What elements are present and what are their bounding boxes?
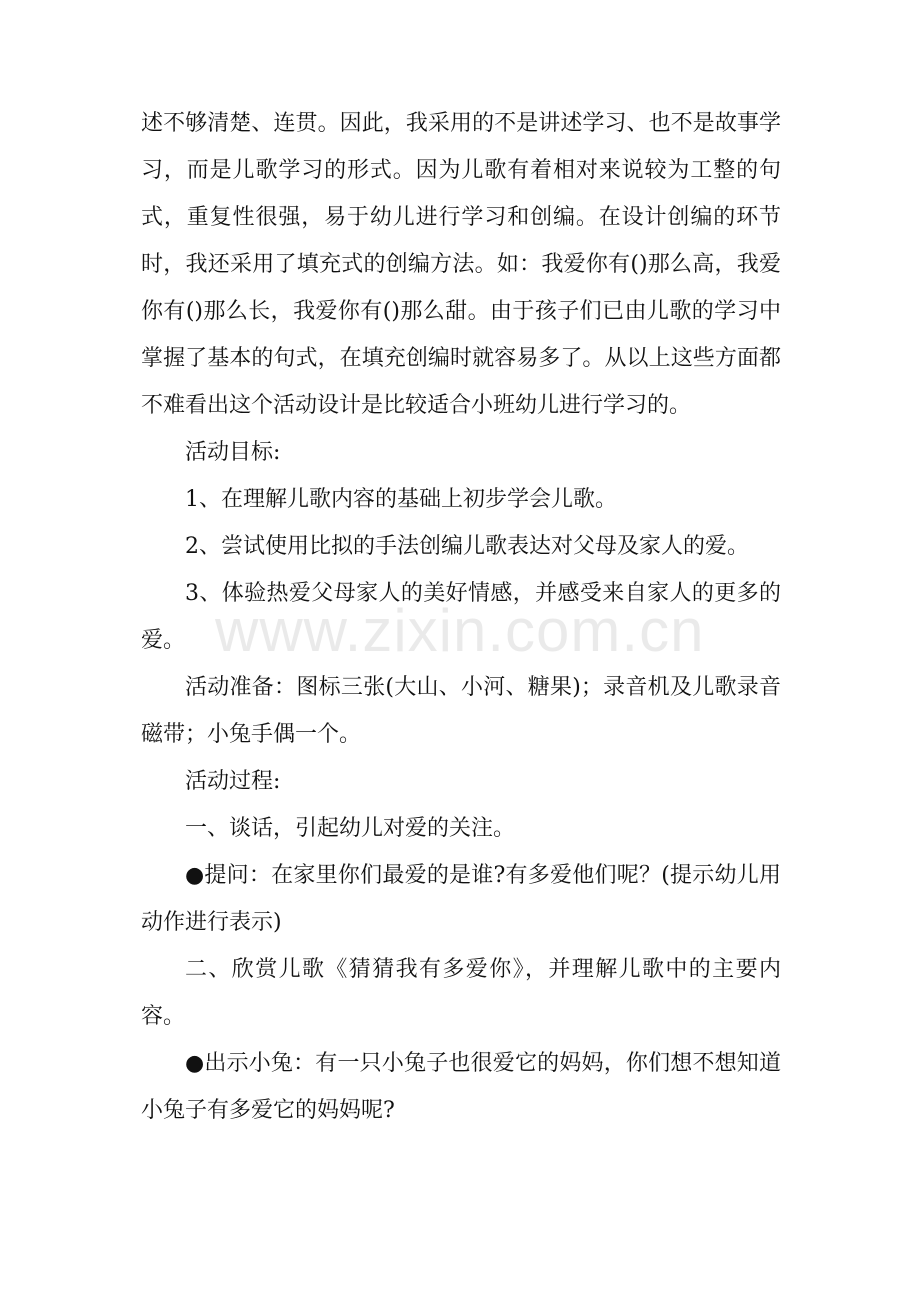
document-body bbox=[141, 100, 781, 1134]
process-bullet-question: ●提问：在家里你们最爱的是谁?有多爱他们呢？(提示幼儿用动作进行表示) bbox=[141, 863, 781, 935]
paragraph-activity-preparation: 活动准备：图标三张(大山、小河、糖果)；录音机及儿歌录音磁带；小兔手偶一个。 bbox=[141, 675, 781, 747]
paragraph-intro-continued: 述不够清楚、连贯。因此，我采用的不是讲述学习、也不是故事学习，而是儿歌学习的形式。因为儿歌有着相对来说较为工整的句式，重复性很强，易于幼儿进行学习和创编。在设计创编的环节时，我还采用了填充式的创编方法。如：我爱你有()那么高，我爱你有()那么长，我爱你有()那么甜。由于孩子们已由儿歌的学习中掌握了基本的句式，在填充创编时就容易多了。从以上这些方面都不难看出这个活动设计是比较适合小班幼儿进行学习的。 bbox=[141, 111, 781, 418]
heading-activity-process: 活动过程: bbox=[185, 769, 281, 794]
process-bullet-show-rabbit: ●出示小兔：有一只小兔子也很爱它的妈妈，你们想不想知道小兔子有多爱它的妈妈呢? bbox=[141, 1051, 781, 1123]
process-step-1: 一、谈话，引起幼儿对爱的关注。 bbox=[185, 816, 516, 841]
process-step-2: 二、欣赏儿歌《猜猜我有多爱你》，并理解儿歌中的主要内容。 bbox=[141, 957, 781, 1029]
watermark: www.zixin.com.cn bbox=[215, 597, 705, 664]
goal-item-1: 1、在理解儿歌内容的基础上初步学会儿歌。 bbox=[185, 487, 617, 512]
goal-item-2: 2、尝试使用比拟的手法创编儿歌表达对父母及家人的爱。 bbox=[185, 534, 749, 559]
heading-activity-goals: 活动目标: bbox=[185, 440, 281, 465]
goal-item-3: 3、体验热爱父母家人的美好情感，并感受来自家人的更多的爱。 bbox=[141, 581, 781, 653]
